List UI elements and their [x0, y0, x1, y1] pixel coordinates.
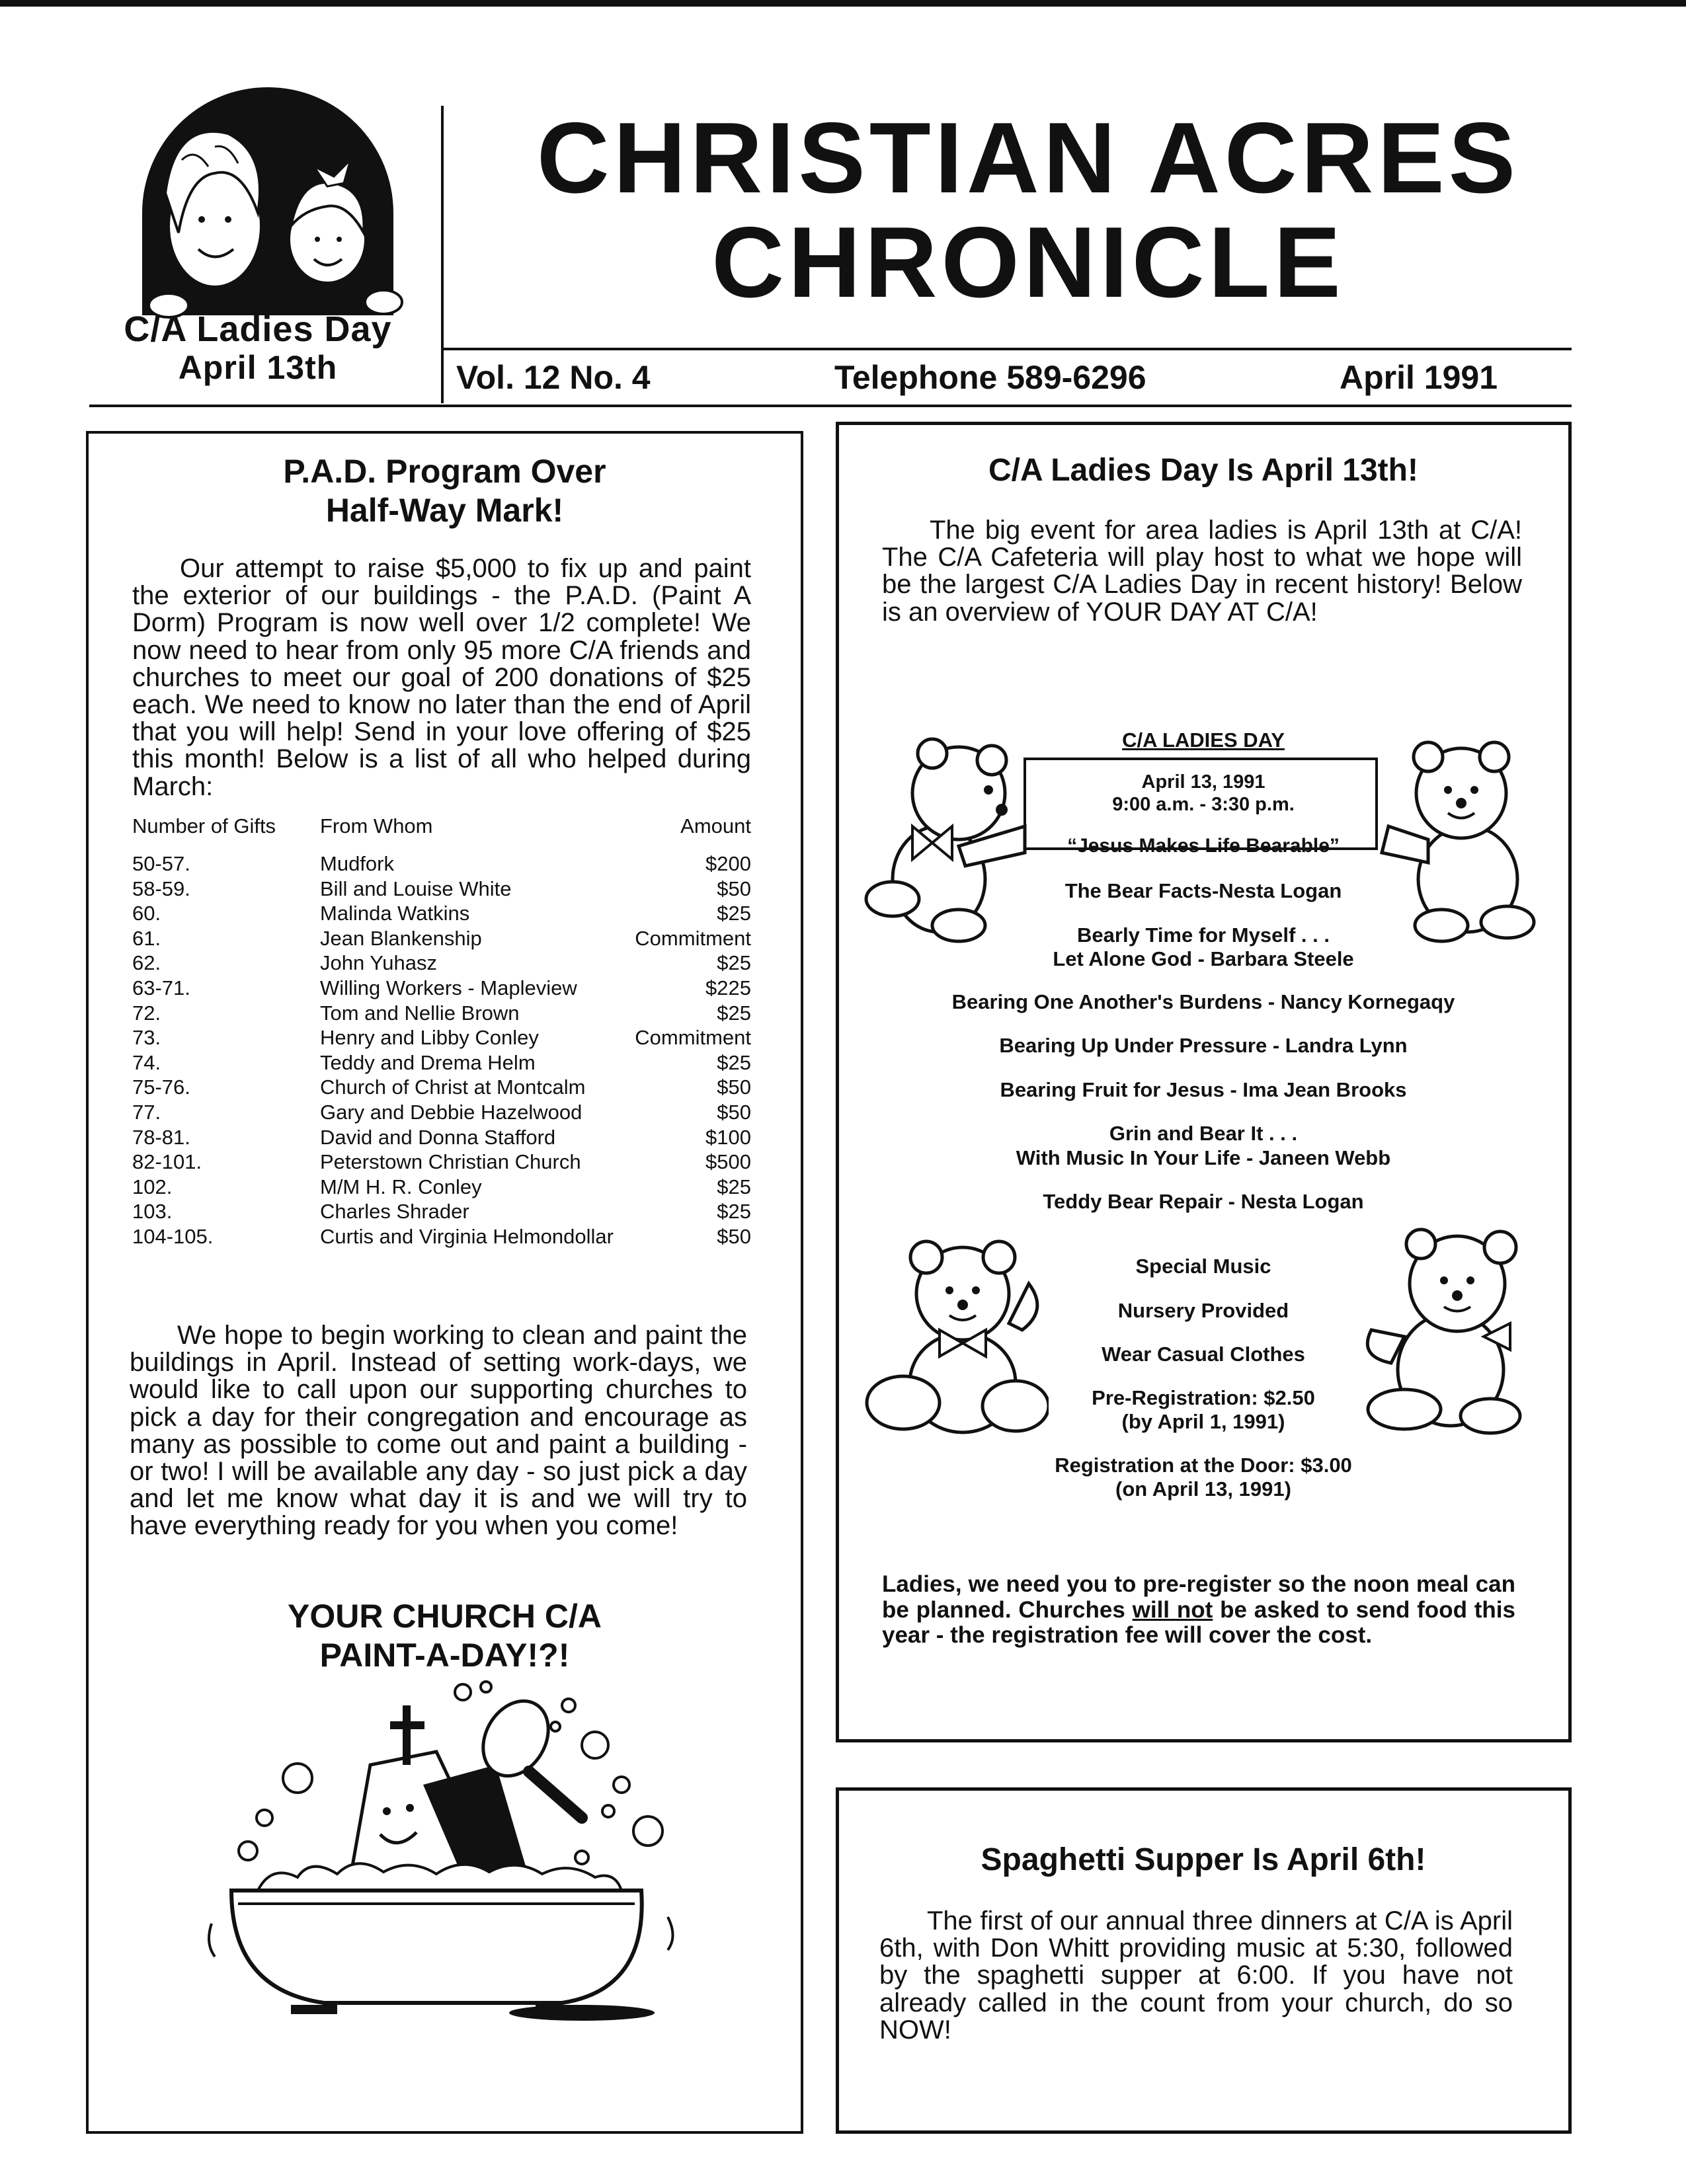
gift-number: 61.	[132, 926, 161, 950]
header-amount: Amount	[680, 814, 751, 838]
door-registration-date: (on April 13, 1991)	[1115, 1477, 1291, 1501]
gift-number: 50-57.	[132, 852, 190, 875]
table-row	[132, 901, 751, 926]
spaghetti-body: The first of our annual three dinners at C/A is April 6th, with Don Whitt providing music at 5:30, followed by the spaghetti supper at 6:00. If you have not already called in the count from your church, do so NOW!	[879, 1906, 1513, 2045]
extra-item: Nursery Provided	[1117, 1299, 1289, 1322]
gift-number: 104-105.	[132, 1224, 214, 1248]
newsletter-title	[463, 102, 1593, 319]
bathtub-illustration	[185, 1679, 688, 2023]
logo-caption-line2: April 13th	[178, 349, 338, 387]
donor-name: John Yuhasz	[320, 951, 437, 975]
registration-note	[882, 1572, 1515, 1649]
gift-number: 72.	[132, 1001, 161, 1025]
paint-a-day-heading	[99, 1597, 790, 1675]
paint-a-day-line2: PAINT-A-DAY!?!	[319, 1637, 570, 1674]
teddy-bear-icon	[863, 1231, 1049, 1442]
table-row	[132, 1001, 751, 1026]
donor-name: Church of Christ at Montcalm	[320, 1075, 586, 1099]
gift-number: 62.	[132, 951, 161, 975]
teddy-bear-icon	[860, 727, 1031, 945]
gift-number: 60.	[132, 902, 161, 925]
donor-name: Charles Shrader	[320, 1200, 469, 1224]
program-title: C/A LADIES DAY	[1122, 728, 1285, 752]
gift-amount: $25	[717, 902, 751, 925]
telephone: Telephone 589-6296	[834, 359, 1146, 396]
table-row	[132, 1050, 751, 1075]
donor-name: Jean Blankenship	[320, 926, 482, 950]
program-time: 9:00 a.m. - 3:30 p.m.	[1112, 794, 1295, 815]
gift-number: 82-101.	[132, 1150, 202, 1174]
door-registration-price: Registration at the Door: $3.00	[1055, 1454, 1352, 1477]
title-rule	[441, 348, 1572, 350]
donor-name: Willing Workers - Mapleview	[320, 976, 577, 999]
top-border	[0, 0, 1686, 7]
session-item: Teddy Bear Repair - Nesta Logan	[1043, 1190, 1364, 1213]
ladies-day-heading: C/A Ladies Day Is April 13th!	[988, 453, 1418, 488]
header-from-whom: From Whom	[320, 814, 433, 838]
pad-heading-line1: P.A.D. Program Over	[283, 453, 606, 490]
registration-note-part1: Ladies, we need you to pre-register so the noon meal can be planned. Churches	[882, 1571, 1515, 1623]
gift-number: 63-71.	[132, 976, 190, 999]
table-row	[132, 851, 751, 877]
gift-number: 78-81.	[132, 1125, 190, 1149]
table-row	[132, 1100, 751, 1125]
donor-name: Malinda Watkins	[320, 902, 470, 925]
gift-amount: $50	[717, 1100, 751, 1124]
table-row	[132, 1150, 751, 1175]
pad-heading-line2: Half-Way Mark!	[325, 492, 564, 529]
registration-note-part2: be asked to send food this year - the registration fee will cover the cost.	[882, 1596, 1515, 1648]
table-row	[132, 1199, 751, 1224]
teddy-bear-icon	[1375, 734, 1547, 945]
donor-name: Mudfork	[320, 852, 394, 875]
donor-name: Peterstown Christian Church	[320, 1150, 581, 1174]
donor-name: Tom and Nellie Brown	[320, 1001, 520, 1025]
registration-note-emphasis: will not	[1132, 1596, 1213, 1623]
donor-name: David and Donna Stafford	[320, 1125, 556, 1149]
table-row	[132, 1175, 751, 1200]
header-number-of-gifts: Number of Gifts	[132, 814, 276, 838]
volume-number: Vol. 12 No. 4	[456, 359, 651, 396]
header-divider	[441, 106, 444, 403]
program-date: April 13, 1991	[1141, 771, 1265, 793]
gift-number: 58-59.	[132, 877, 190, 900]
gift-amount: $500	[705, 1150, 751, 1174]
logo-caption	[86, 309, 430, 386]
session-item: Let Alone God - Barbara Steele	[1053, 947, 1354, 970]
table-row	[132, 976, 751, 1001]
header-bottom-rule	[89, 405, 1572, 407]
gift-amount: $200	[705, 852, 751, 875]
session-item: Bearing One Another's Burdens - Nancy Kornegaqy	[951, 990, 1455, 1013]
gift-amount: Commitment	[635, 1026, 751, 1050]
donor-name: Curtis and Virginia Helmondollar	[320, 1224, 614, 1248]
logo-caption-line1: C/A Ladies Day	[124, 309, 392, 349]
donor-name: Gary and Debbie Hazelwood	[320, 1100, 582, 1124]
table-row	[132, 1224, 751, 1249]
gift-number: 73.	[132, 1026, 161, 1050]
issue-date: April 1991	[1340, 359, 1498, 396]
donor-name: Teddy and Drema Helm	[320, 1050, 536, 1074]
table-row	[132, 951, 751, 976]
paint-a-day-line1: YOUR CHURCH C/A	[288, 1598, 602, 1635]
gift-amount: $25	[717, 1001, 751, 1025]
donor-name: Bill and Louise White	[320, 877, 512, 900]
gift-number: 103.	[132, 1200, 173, 1224]
ladies-logo-illustration	[116, 61, 420, 325]
donation-table	[132, 812, 751, 1249]
extra-item: Wear Casual Clothes	[1102, 1343, 1305, 1366]
gift-number: 74.	[132, 1050, 161, 1074]
pre-registration-deadline: (by April 1, 1991)	[1121, 1410, 1285, 1433]
session-item: Bearly Time for Myself . . .	[1077, 923, 1330, 947]
gift-number: 102.	[132, 1175, 173, 1198]
table-row	[132, 1075, 751, 1100]
donor-name: M/M H. R. Conley	[320, 1175, 482, 1198]
gift-number: 75-76.	[132, 1075, 190, 1099]
pad-closing: We hope to begin working to clean and paint the buildings in April. Instead of setting work-days, we would like to call upon our supporting churches to pick a day for their congregation and encourage as many as possible to come out and paint a building - or two! I will be available any day - so just pick a day and let me know what day it is and we will try to have everything ready for you when you come!	[130, 1321, 747, 1541]
session-item: Bearing Fruit for Jesus - Ima Jean Brooks	[1000, 1078, 1407, 1101]
session-item: With Music In Your Life - Janeen Webb	[1016, 1146, 1391, 1169]
spaghetti-heading: Spaghetti Supper Is April 6th!	[981, 1842, 1426, 1877]
gift-number: 77.	[132, 1100, 161, 1124]
gift-amount: $25	[717, 1050, 751, 1074]
teddy-bear-icon	[1358, 1218, 1550, 1436]
session-item: The Bear Facts-Nesta Logan	[1064, 879, 1342, 902]
table-row	[132, 877, 751, 902]
pre-registration-price: Pre-Registration: $2.50	[1092, 1386, 1315, 1409]
ladies-day-intro: The big event for area ladies is April 13th at C/A! The C/A Cafeteria will play host to what we hope will be the largest C/A Ladies Day in recent history! Below is an overview of YOUR DAY AT C/A!	[882, 516, 1522, 627]
gift-amount: $50	[717, 877, 751, 900]
extra-item: Special Music	[1135, 1255, 1271, 1278]
session-item: Bearing Up Under Pressure - Landra Lynn	[999, 1034, 1408, 1057]
title-line2: CHRONICLE	[711, 206, 1345, 319]
gift-amount: $25	[717, 1175, 751, 1198]
pad-intro: Our attempt to raise $5,000 to fix up and paint the exterior of our buildings - the P.A.D. (Paint A Dorm) Program is now well over 1/2 complete! We now need to hear from only 95 more C/A friends and churches to meet our goal of 200 donations of $25 each. We need to know no later than the end of April that you will help! Send in your love offering of $25 this month! Below is a list of all who helped during March:	[132, 554, 751, 801]
donation-table-header	[132, 812, 751, 841]
gift-amount: Commitment	[635, 926, 751, 950]
gift-amount: $225	[705, 976, 751, 999]
session-item: Grin and Bear It . . .	[1109, 1122, 1298, 1145]
donor-name: Henry and Libby Conley	[320, 1026, 539, 1050]
gift-amount: $50	[717, 1224, 751, 1248]
pad-heading	[99, 452, 790, 530]
gift-amount: $25	[717, 1200, 751, 1224]
gift-amount: $25	[717, 951, 751, 975]
title-line1: CHRISTIAN ACRES	[536, 102, 1520, 214]
gift-amount: $100	[705, 1125, 751, 1149]
table-row	[132, 926, 751, 951]
table-row	[132, 1025, 751, 1050]
table-row	[132, 1125, 751, 1150]
gift-amount: $50	[717, 1075, 751, 1099]
program-theme: “Jesus Makes Life Bearable”	[1067, 835, 1340, 857]
